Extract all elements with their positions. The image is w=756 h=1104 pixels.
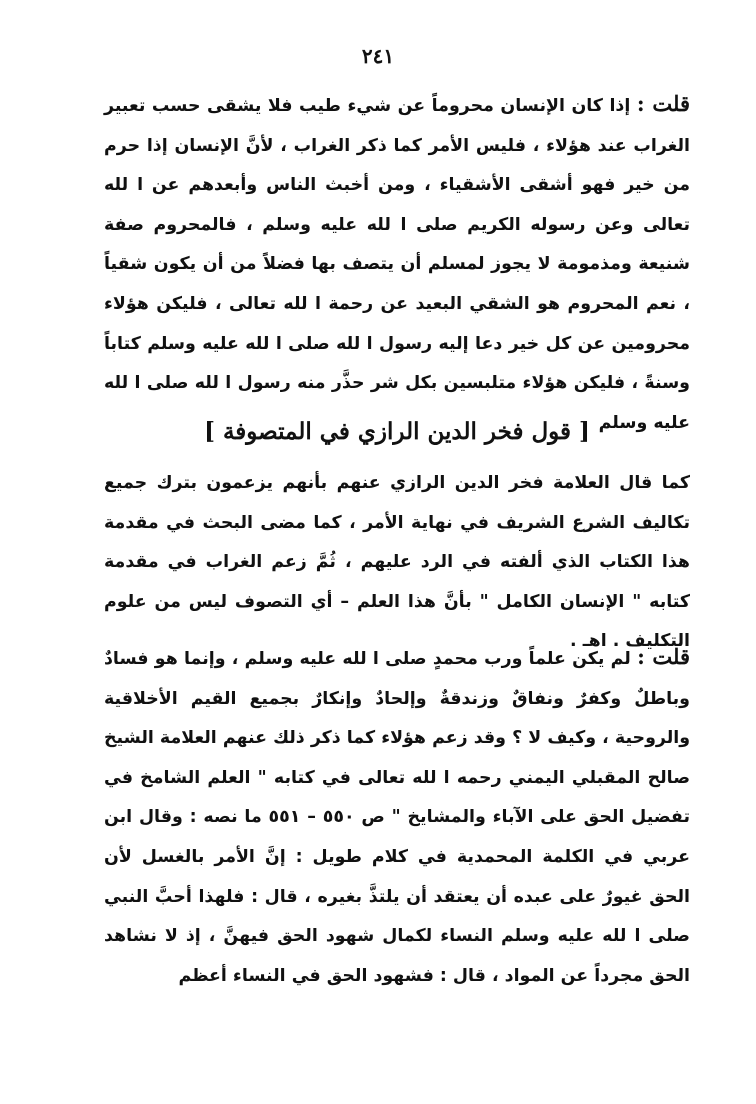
paragraph-2 xyxy=(104,464,690,662)
paragraph-1-text: إذا كان الإنسان محروماً عن شيء طيب فلا يشقى حسب تعبير الغراب عند هؤلاء ، فليس الأمر كما ذكر الغراب ، لأنَّ الإنسان إذا حرم من خير فهو أشقى الأشقياء ، ومن أخبث الناس وأبعدهم عن ا لله تعالى وعن رسوله الكريم صلى ا لله عليه وسلم ، فالمحروم صفة شنيعة ومذمومة لا يجوز لمسلم أن يتصف بها فضلاً من أن يكون شقياً ، نعم المحروم هو الشقي البعيد عن رحمة ا لله تعالى ، فليكن هؤلاء محرومين عن كل خير دعا إليه رسول ا لله صلى ا لله عليه وسلم كتاباً وسنةً ، فليكن هؤلاء متلبسين بكل شر حذَّر منه رسول ا لله صلى ا لله عليه وسلم xyxy=(104,96,690,433)
paragraph-3 xyxy=(104,637,690,996)
page-number: ٢٤١ xyxy=(361,44,395,68)
paragraph-1-body xyxy=(104,84,690,443)
paragraph-3-keyword: قلت : xyxy=(637,644,690,669)
paragraph-3-text: لم يكن علماً ورب محمدٍ صلى ا لله عليه وسلم ، وإنما هو فسادٌ وباطلٌ وكفرٌ ونفاقٌ وزندقةٌ وإلحادٌ وإنكارٌ بجميع القيم الأخلاقية والروحية ، وكيف لا ؟ وقد زعم هؤلاء كما ذكر ذلك عنهم العلامة الشيخ صالح المقبلي اليمني رحمه ا لله تعالى في كتابه " العلم الشامخ في تفضيل الحق على الآباء والمشايخ " ص ٥٥٠ – ٥٥١ ما نصه : وقال ابن عربي في الكلمة المحمدية في كلام طويل : إنَّ الأمر بالغسل لأن الحق غيورٌ على عبده أن يعتقد أن يلتذَّ بغيره ، قال : فلهذا أحبَّ النبي صلى ا لله عليه وسلم النساء لكمال شهود الحق فيهنَّ ، إذ لا نشاهد الحق مجرداً عن المواد ، قال : فشهود الحق في النساء أعظم xyxy=(104,649,690,986)
paragraph-1-keyword: قلت : xyxy=(636,91,690,116)
paragraph-1 xyxy=(104,84,690,443)
paragraph-2-text: كما قال العلامة فخر الدين الرازي عنهم بأنهم يزعمون بترك جميع تكاليف الشرع الشريف في نهاية الأمر ، كما مضى البحث في مقدمة هذا الكتاب الذي ألفته في الرد عليهم ، ثُمَّ زعم الغراب في مقدمة كتابه " الإنسان الكامل " بأنَّ هذا العلم – أي التصوف ليس من علوم التكليف . اهـ . xyxy=(104,473,690,652)
paragraph-3-body xyxy=(104,637,690,996)
section-heading: [ قول فخر الدين الرازي في المتصوفة ] xyxy=(204,418,590,445)
